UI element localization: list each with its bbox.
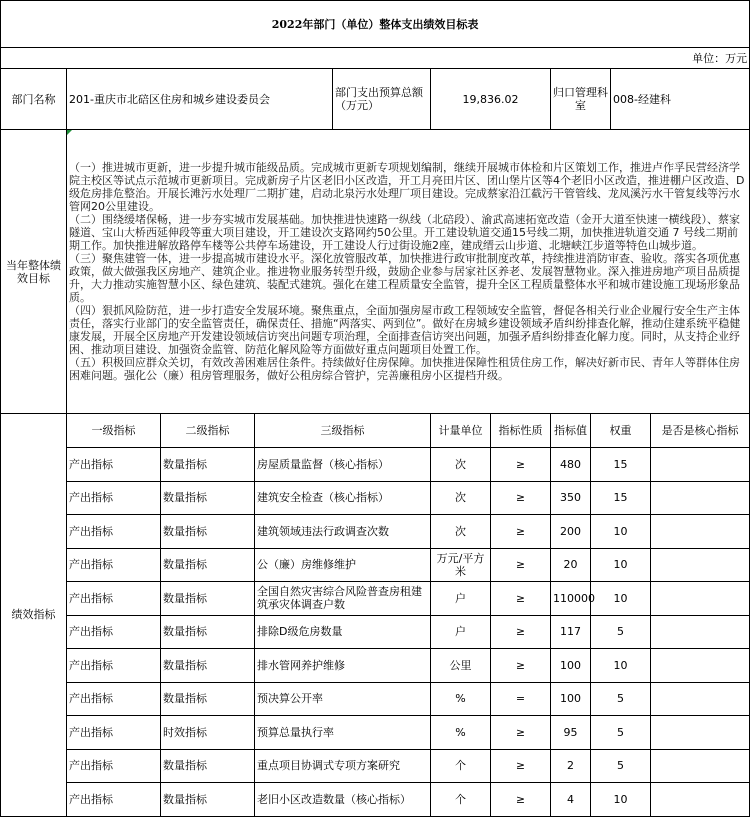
cell-core <box>651 682 750 716</box>
cell-level1: 产出指标 <box>67 481 161 515</box>
dept-name-value: 201-重庆市北碚区住房和城乡建设委员会 <box>67 69 333 130</box>
cell-core <box>651 548 750 582</box>
header-core: 是否是核心指标 <box>651 414 750 448</box>
table-row <box>1 716 750 750</box>
cell-weight: 5 <box>591 682 651 716</box>
goal-paragraph-5: （五）积极回应群众关切，有效改善困难居住条件。持续做好住房保障。加快推进保障性租赁住房工作，解决好新市民、青年人等群体住房困难问题。强化公（廉）租房管理服务，做好公租房综合管护，完善廉租房小区提档升级。 <box>69 356 740 382</box>
page-title: 2022年部门（单位）整体支出绩效目标表 <box>1 1 750 48</box>
cell-weight: 5 <box>591 615 651 649</box>
cell-value: 4 <box>551 783 591 817</box>
mgmt-dept-label: 归口管理科室 <box>551 69 611 130</box>
cell-weight: 10 <box>591 548 651 582</box>
cell-unit: 次 <box>431 481 491 515</box>
cell-unit: % <box>431 716 491 750</box>
cell-weight: 10 <box>591 649 651 683</box>
cell-level2: 时效指标 <box>161 716 255 750</box>
cell-weight: 15 <box>591 481 651 515</box>
cell-core <box>651 448 750 482</box>
table-row <box>1 783 750 817</box>
cell-level1: 产出指标 <box>67 749 161 783</box>
table-row <box>1 749 750 783</box>
cell-level3: 预决算公开率 <box>255 682 431 716</box>
cell-nature: ≥ <box>491 448 551 482</box>
cell-level1: 产出指标 <box>67 649 161 683</box>
goal-paragraph-1: （一）推进城市更新，进一步提升城市能级品质。完成城市更新专项规划编制，继续开展城市体检和片区策划工作，推进卢作孚民营经济学院主校区等试点示范城市更新项目。完成新房子片区老旧小区改造，开工月亮田片区、团山堡片区等4个老旧小区改造，推进棚户区改造、D级危房排危整治。开展长滩污水处理厂二期扩建，启动北泉污水处理厂项目建设。完成蔡家沿江截污干管管线、龙凤溪污水干管复线等污水管网20公里建设。 <box>69 161 745 213</box>
annual-goal-label: 当年整体绩效目标 <box>1 130 67 414</box>
cell-value: 480 <box>551 448 591 482</box>
cell-level1: 产出指标 <box>67 582 161 616</box>
cell-level1: 产出指标 <box>67 615 161 649</box>
cell-level2: 数量指标 <box>161 682 255 716</box>
cell-unit: 次 <box>431 515 491 549</box>
cell-core <box>651 615 750 649</box>
cell-nature: ≥ <box>491 515 551 549</box>
cell-weight: 10 <box>591 783 651 817</box>
cell-level2: 数量指标 <box>161 481 255 515</box>
cell-unit: 万元/平方米 <box>431 548 491 582</box>
cell-level3: 排除D级危房数量 <box>255 615 431 649</box>
cell-level3: 重点项目协调式专项方案研究 <box>255 749 431 783</box>
cell-value: 200 <box>551 515 591 549</box>
goal-paragraph-4: （四）狠抓风险防范，进一步打造安全发展环境。聚焦重点，全面加强房屋市政工程领域安全监管，督促各相关行业企业履行安全生产主体责任，落实行业部门的安全监管责任，确保责任、措施“两落实、两到位”。做好在房城乡建设领域矛盾纠纷排查化解，推动住建系统平稳健康发展，开展全区房地产开发建设领域信访突出问题专项治理，全面排查信访突出问题，加强矛盾纠纷排查化解力度。同时，从支持企业纾困、推动项目建设、加强资金监管、防范化解风险等方面做好重点问题项目处置工作。 <box>69 304 741 356</box>
cell-level2: 数量指标 <box>161 615 255 649</box>
cell-level3: 建筑安全检查（核心指标） <box>255 481 431 515</box>
header-nature: 指标性质 <box>491 414 551 448</box>
cell-level2: 数量指标 <box>161 749 255 783</box>
table-row <box>1 682 750 716</box>
header-weight: 权重 <box>591 414 651 448</box>
header-level3: 三级指标 <box>255 414 431 448</box>
cell-nature: ≥ <box>491 548 551 582</box>
cell-weight: 10 <box>591 582 651 616</box>
cell-nature: ≥ <box>491 582 551 616</box>
cell-value: 100 <box>551 682 591 716</box>
budget-total-value: 19,836.02 <box>431 69 551 130</box>
cell-unit: 个 <box>431 749 491 783</box>
goal-paragraph-3: （三）聚焦建管一体，进一步提高城市建设水平。深化放管服改革，加快推进行政审批制度改革，持续推进消防审查、验收。落实各项优惠政策，做大做强我区房地产、建筑企业。推进物业服务转型升级，鼓励企业参与居家社区养老、发展智慧物业。深入推进房地产项目品质提升，大力推动实施智慧小区、绿色建筑、装配式建筑。强化在建工程质量安全监管，提升全区工程质量整体水平和城市建设施工现场形象品质。 <box>69 252 740 304</box>
cell-level3: 排水管网养护维修 <box>255 649 431 683</box>
cell-level3: 全国自然灾害综合风险普查房租建筑承灾体调查户数 <box>255 582 431 616</box>
cell-level3: 预算总量执行率 <box>255 716 431 750</box>
cell-level1: 产出指标 <box>67 783 161 817</box>
cell-core <box>651 783 750 817</box>
cell-value: 100 <box>551 649 591 683</box>
goal-paragraph-2: （二）围绕缓堵保畅，进一步夯实城市发展基础。加快推进快速路一纵线（北碚段）、渝武高速拓宽改造（金开大道至快速一横线段）、蔡家隧道、宝山大桥西延伸段等重大项目建设，开工建设次支路网约50公里。开工建设轨道交通15号线二期，加快推进轨道交通 7 号线二期前期工作。加快推进解放路停车楼等公共停车场建设，开工建设人行过街设施2座，建成缙云山步道、北塘峡江步道等特色山城步道。 <box>69 213 740 252</box>
cell-level3: 建筑领域违法行政调查次数 <box>255 515 431 549</box>
perf-indicator-label: 绩效指标 <box>1 414 67 817</box>
unit-label: 单位：万元 <box>1 48 750 69</box>
cell-nature: ≥ <box>491 481 551 515</box>
cell-level1: 产出指标 <box>67 448 161 482</box>
cell-level2: 数量指标 <box>161 548 255 582</box>
table-row <box>1 615 750 649</box>
header-level2: 二级指标 <box>161 414 255 448</box>
cell-weight: 10 <box>591 515 651 549</box>
cell-unit: % <box>431 682 491 716</box>
cell-weight: 5 <box>591 749 651 783</box>
cell-weight: 15 <box>591 448 651 482</box>
annual-goal-text <box>67 130 750 414</box>
cell-level1: 产出指标 <box>67 515 161 549</box>
header-level1: 一级指标 <box>67 414 161 448</box>
table-row <box>1 481 750 515</box>
table-row <box>1 515 750 549</box>
cell-unit: 个 <box>431 783 491 817</box>
cell-core <box>651 716 750 750</box>
cell-value: 350 <box>551 481 591 515</box>
cell-core <box>651 481 750 515</box>
cell-value: 110000 <box>551 582 591 616</box>
mgmt-dept-value: 008-经建科 <box>611 69 750 130</box>
cell-level2: 数量指标 <box>161 515 255 549</box>
cell-value: 20 <box>551 548 591 582</box>
cell-level2: 数量指标 <box>161 448 255 482</box>
cell-level1: 产出指标 <box>67 682 161 716</box>
cell-level3: 房屋质量监督（核心指标） <box>255 448 431 482</box>
cell-core <box>651 649 750 683</box>
cell-nature: = <box>491 682 551 716</box>
cell-level2: 数量指标 <box>161 649 255 683</box>
cell-unit: 公里 <box>431 649 491 683</box>
cell-unit: 户 <box>431 615 491 649</box>
table-row <box>1 448 750 482</box>
cell-core <box>651 582 750 616</box>
table-row <box>1 649 750 683</box>
cell-core <box>651 515 750 549</box>
cell-value: 117 <box>551 615 591 649</box>
cell-nature: ≥ <box>491 783 551 817</box>
cell-level1: 产出指标 <box>67 548 161 582</box>
budget-total-label: 部门支出预算总额（万元） <box>333 69 431 130</box>
cell-level3: 公（廉）房维修维护 <box>255 548 431 582</box>
table-row <box>1 548 750 582</box>
cell-unit: 户 <box>431 582 491 616</box>
cell-weight: 5 <box>591 716 651 750</box>
cell-nature: ≥ <box>491 649 551 683</box>
cell-nature: ≥ <box>491 749 551 783</box>
cell-level1: 产出指标 <box>67 716 161 750</box>
cell-nature: ≥ <box>491 615 551 649</box>
cell-core <box>651 749 750 783</box>
cell-level2: 数量指标 <box>161 783 255 817</box>
cell-unit: 次 <box>431 448 491 482</box>
cell-nature: ≥ <box>491 716 551 750</box>
cell-level2: 数量指标 <box>161 582 255 616</box>
header-unit: 计量单位 <box>431 414 491 448</box>
cell-value: 2 <box>551 749 591 783</box>
cell-level3: 老旧小区改造数量（核心指标） <box>255 783 431 817</box>
header-value: 指标值 <box>551 414 591 448</box>
cell-value: 95 <box>551 716 591 750</box>
table-row <box>1 582 750 616</box>
dept-name-label: 部门名称 <box>1 69 67 130</box>
